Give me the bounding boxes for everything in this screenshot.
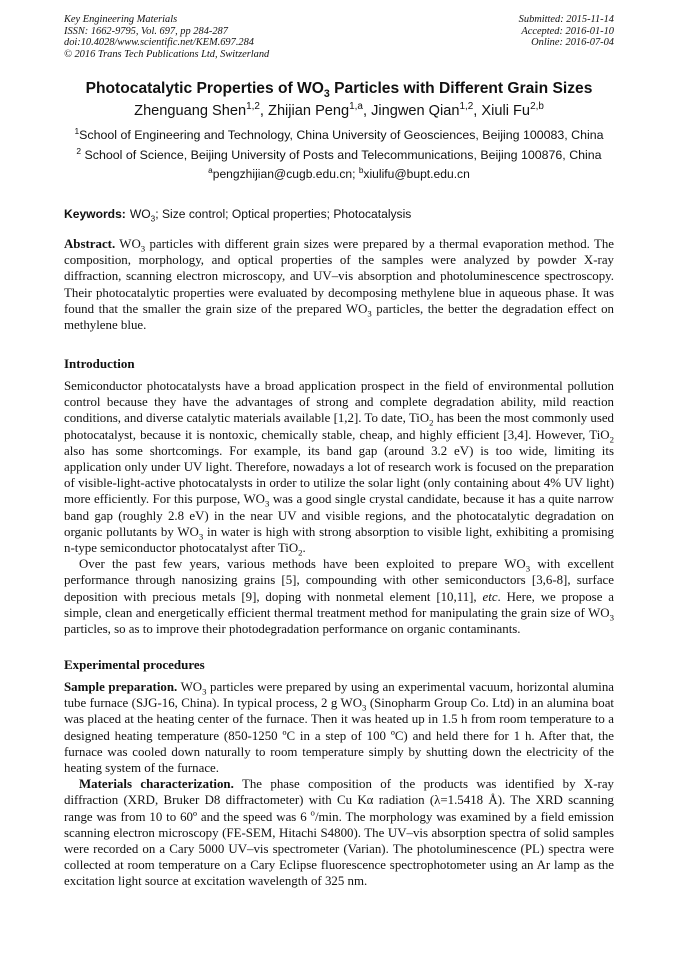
online-date: Online: 2016-07-04 [531, 37, 614, 48]
keywords: Keywords: $WO_3$; Size control; Optical properties; Photocatalysis [64, 207, 412, 224]
accepted-date: Accepted: 2016-01-10 [521, 25, 614, 37]
experimental-body [64, 679, 614, 890]
doi-line[interactable]: doi:10.4028/www.scientific.net/KEM.697.284 [64, 37, 254, 48]
paragraph: Sample preparation. $WO_3$ particles were prepared by using an experimental vacuum, horizontal alumina tube furnace (SJG-16, China). In typical process, 2 g $WO_3$ (Sinopharm Group Co. Ltd) in an alumina boat was placed at the heating center of the furnace. Then it was heated up in 1.5 h from room temperature to a designed heating temperature (850-1250 ºC in a step of 100 ºC) and held there for 1 h. After that, the furnace was cooled down naturally to room temperature simply by shutting down the electricity of the heating system of the furnace. [64, 680, 614, 776]
subsection-label: Sample preparation. [64, 680, 178, 694]
journal-name: Key Engineering Materials [64, 14, 178, 25]
paragraph: Semiconductor photocatalysts have a broad application prospect in the field of environmental pollution control because they have the advantages of strong and complete degradation ability, mild reaction conditions, and diverse catalytic materials available [1,2]. To date, TiO$_2$ has been the most commonly used photocatalyst, because it is nontoxic, chemically stable, cheap, and highly efficient [3,4]. However, TiO$_2$ also has some shortcomings. For example, its band gap (around 3.2 eV) is too wide, limiting its application only under UV light. Therefore, nowadays a lot of research work is focused on the preparation of visible-light-active photocatalysts in order to utilize the solar light (only containing about 4% UV light) more efficiently. For this purpose, $WO_3$ was a good single crystal candidate, because it has a quite narrow band gap (roughly 2.8 eV) in the near UV and visible regions, and the photocatalytic degradation on organic pollutants by $WO_3$ in water is high with strong absorption to visible light, exhibiting a promising n-type semiconductor photocatalyst after TiO$_2$. [64, 379, 615, 558]
affiliation-1: $^1$School of Engineering and Technology, China University of Geosciences, Beijing 100083, China [74, 125, 604, 142]
abstract-label: Abstract. [64, 237, 116, 251]
issn-line: ISSN: 1662-9795, Vol. 697, pp 284-287 [64, 25, 228, 37]
author: Xiuli Fu$^{2,b}$ [481, 101, 544, 119]
section-heading: Introduction [64, 356, 135, 371]
author: Jingwen Qian$^{1,2}$, [371, 101, 482, 119]
paragraph: Over the past few years, various methods have been exploited to prepare $WO_3$ with excellent performance through nanosizing grains [5], compounding with other semiconductors [3,6-8], surface deposition with precious metals [9], doping with nonmetal element [10,11], etc. Here, we propose a simple, clean and energetically efficient thermal treatment method for manipulating the grain size of $WO_3$ particles, so as to improve their photodegradation performance on organic contaminants. [64, 557, 615, 637]
author-list [0, 103, 678, 119]
author: Zhijian Peng$^{1,a}$, [268, 101, 372, 119]
author-emails: $^a$pengzhijian@cugb.edu.cn; $^b$xiulifu@bupt.edu.cn [208, 165, 470, 181]
dates-info [519, 14, 614, 49]
copyright-line: © 2016 Trans Tech Publications Ltd, Switzerland [64, 48, 270, 60]
introduction-body [64, 378, 614, 637]
paragraph: Materials characterization. The phase composition of the products was identified by X-ray diffraction (XRD, Bruker D8 diffractometer) with Cu Kα radiation (λ=1.5418 Å). The XRD scanning range was from 10 to 60º and the speed was 6 $^o$/min. The morphology was examined by a field emission scanning electron microscopy (FE-SEM, Hitachi S4800). The UV–vis absorption spectra of solid samples were recorded on a Cary 5000 UV–vis spectrometer (Varian). The photoluminescence (PL) spectra were collected at room temperature on a Cary Eclipse fluorescence spectrophotometer using an Ar lamp as the excitation light source at excitation wavelength of 325 nm. [64, 777, 614, 889]
email-link[interactable]: xiulifu@bupt.edu.cn [363, 167, 470, 181]
subsection-label: Materials characterization. [79, 777, 234, 792]
submitted-date: Submitted: 2015-11-14 [518, 14, 614, 25]
journal-info [64, 14, 269, 60]
section-heading: Experimental procedures [64, 657, 205, 672]
affiliation-2: $^2$ School of Science, Beijing University of Posts and Telecommunications, Beijing 100876, China [76, 145, 602, 162]
author: Zhenguang Shen$^{1,2}$, [134, 101, 269, 119]
keywords-label: Keywords: [64, 207, 126, 221]
email-link[interactable]: pengzhijian@cugb.edu.cn [212, 167, 353, 181]
abstract: Abstract. $WO_3$ particles with different grain sizes were prepared by a thermal evaporation method. The composition, morphology, and optical properties of the samples were analyzed by powder X-ray diffraction, scanning electron microscopy, and UV–vis absorption and photoluminescence spectroscopy. Their photocatalytic properties were evaluated by decomposing methylene blue in aqueous phase. It was found that the smaller the grain size of the prepared $WO_3$ particles, the better the degradation effect on methylene blue. [64, 237, 614, 333]
paper-title: Photocatalytic Properties of $WO_3$ Particles with Different Grain Sizes [85, 80, 593, 101]
